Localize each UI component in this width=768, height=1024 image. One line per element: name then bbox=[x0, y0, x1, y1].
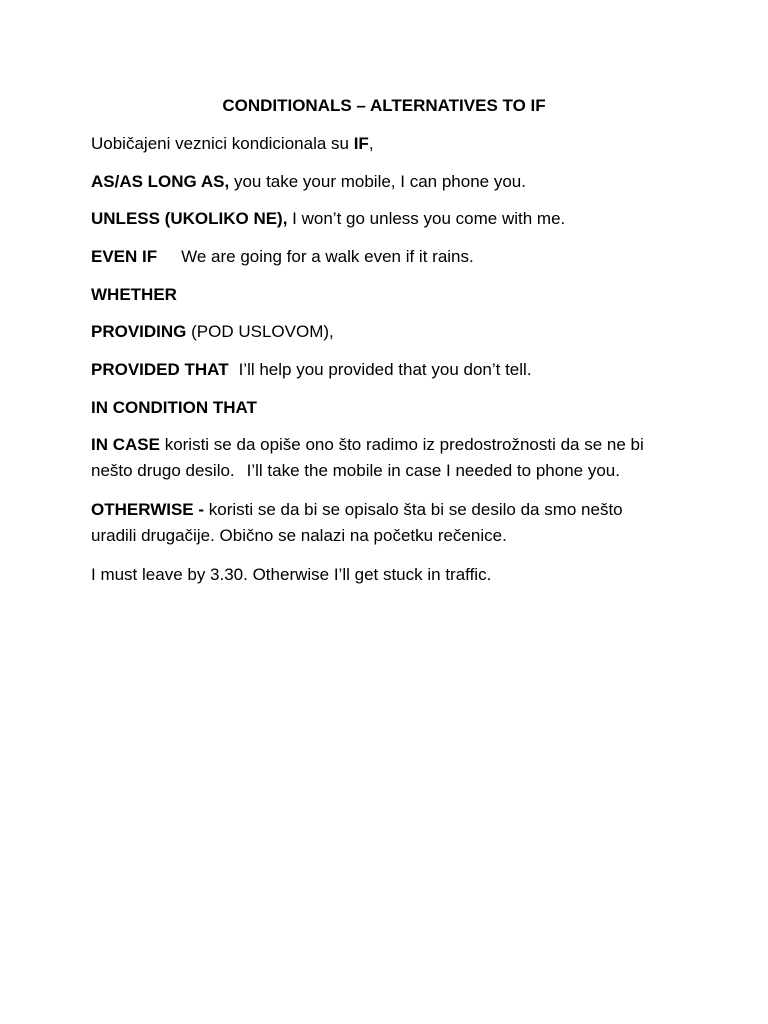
providing-translation: (POD USLOVOM), bbox=[186, 322, 334, 341]
in-case-line-1 bbox=[91, 432, 644, 458]
intro-line bbox=[91, 131, 374, 157]
intro-text: Uobičajeni veznici kondicionala su bbox=[91, 134, 354, 153]
page-title: CONDITIONALS – ALTERNATIVES TO IF bbox=[222, 96, 546, 115]
in-case-explanation-2: nešto drugo desilo. bbox=[91, 461, 235, 480]
in-case-example: I’ll take the mobile in case I needed to phone you. bbox=[246, 461, 620, 480]
even-if-term: EVEN IF bbox=[91, 247, 158, 266]
in-condition-that-line bbox=[91, 395, 257, 421]
provided-that-example: I’ll help you provided that you don’t tell. bbox=[238, 360, 532, 379]
otherwise-explanation-2: uradili drugačije. Obično se nalazi na početku rečenice. bbox=[91, 526, 507, 545]
as-long-as-line bbox=[91, 169, 526, 195]
unless-example: I won’t go unless you come with me. bbox=[287, 209, 566, 228]
providing-line bbox=[91, 319, 334, 345]
otherwise-explanation-1: koristi se da bi se opisalo šta bi se desilo da smo nešto bbox=[208, 500, 623, 519]
as-long-as-example: you take your mobile, I can phone you. bbox=[229, 172, 526, 191]
otherwise-line-1 bbox=[91, 497, 623, 523]
otherwise-dash: - bbox=[193, 500, 209, 519]
unless-term: UNLESS (UKOLIKO NE), bbox=[91, 209, 288, 228]
in-condition-that-term: IN CONDITION THAT bbox=[91, 398, 257, 417]
otherwise-example-line bbox=[91, 562, 491, 588]
otherwise-term: OTHERWISE bbox=[91, 500, 194, 519]
provided-that-line bbox=[91, 357, 532, 383]
unless-line bbox=[91, 206, 565, 232]
intro-keyword: IF bbox=[353, 134, 369, 153]
even-if-example: We are going for a walk even if it rains. bbox=[181, 247, 474, 266]
as-long-as-term: AS/AS LONG AS, bbox=[91, 172, 230, 191]
whether-term: WHETHER bbox=[91, 285, 177, 304]
in-case-explanation-1: koristi se da opiše ono što radimo iz predostrožnosti da se ne bi bbox=[159, 435, 644, 454]
in-case-line-2 bbox=[91, 458, 620, 484]
providing-term: PROVIDING bbox=[91, 322, 187, 341]
otherwise-line-2 bbox=[91, 523, 507, 549]
otherwise-example: I must leave by 3.30. Otherwise I’ll get stuck in traffic. bbox=[91, 565, 492, 584]
even-if-line bbox=[91, 244, 474, 270]
intro-suffix: , bbox=[368, 134, 374, 153]
in-case-term: IN CASE bbox=[91, 435, 160, 454]
provided-that-term: PROVIDED THAT bbox=[91, 360, 229, 379]
whether-line bbox=[91, 282, 177, 308]
